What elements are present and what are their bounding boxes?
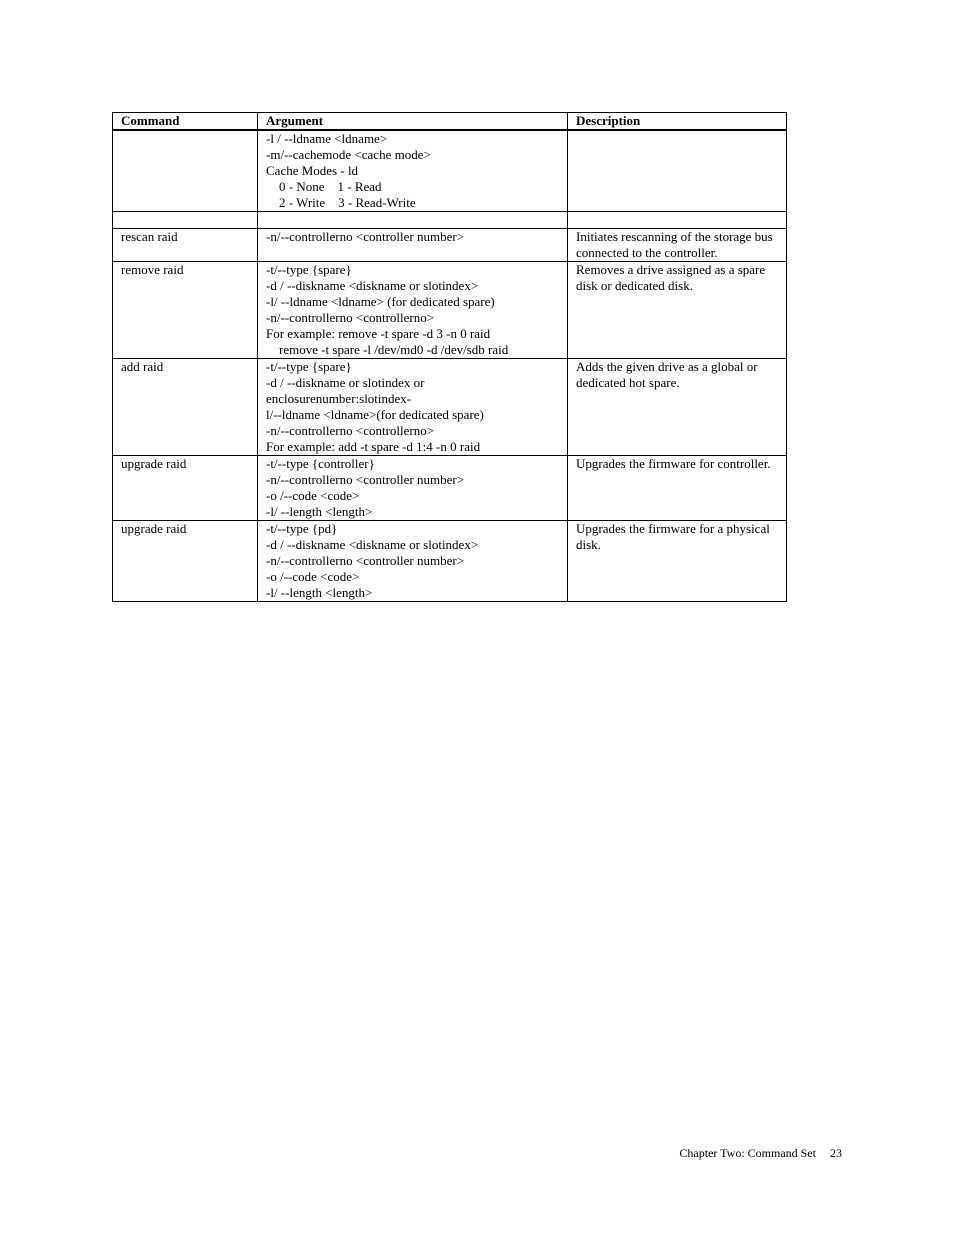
argument-line: -t/--type {spare}: [266, 262, 352, 277]
table-row: [113, 521, 787, 602]
description-cell: [568, 212, 787, 229]
page-footer: [679, 1145, 842, 1161]
argument-cell: [258, 456, 568, 521]
argument-line: -t/--type {pd}: [266, 521, 338, 536]
description-cell: Initiates rescanning of the storage bus connected to the controller.: [568, 229, 787, 262]
argument-line: -l/ --ldname <ldname> (for dedicated spare): [266, 294, 495, 309]
argument-line: Cache Modes - ld: [266, 163, 359, 178]
table-row: [113, 212, 787, 229]
argument-line: enclosurenumber:slotindex-: [266, 391, 412, 406]
argument-line: -t/--type {spare}: [266, 359, 352, 374]
argument-cell: [258, 262, 568, 359]
command-cell: [113, 212, 258, 229]
command-cell: remove raid: [113, 262, 258, 359]
description-cell: Removes a drive assigned as a spare disk or dedicated disk.: [568, 262, 787, 359]
argument-line: -l/ --length <length>: [266, 585, 373, 600]
argument-line: remove -t spare -l /dev/md0 -d /dev/sdb raid: [266, 342, 509, 357]
table-row: [113, 359, 787, 456]
argument-line: -n/--controllerno <controller number>: [266, 553, 465, 568]
command-cell: rescan raid: [113, 229, 258, 262]
description-cell: Adds the given drive as a global or dedicated hot spare.: [568, 359, 787, 456]
argument-line: 0 - None 1 - Read: [266, 179, 382, 194]
argument-line: -t/--type {controller}: [266, 456, 375, 471]
argument-line: -l / --ldname <ldname>: [266, 131, 388, 146]
argument-line: -l/ --length <length>: [266, 504, 373, 519]
footer-chapter-title: Chapter Two: Command Set: [679, 1146, 816, 1160]
argument-cell: [258, 130, 568, 212]
argument-line: -n/--controllerno <controllerno>: [266, 423, 435, 438]
argument-line: -o /--code <code>: [266, 569, 360, 584]
argument-cell: [258, 229, 568, 262]
argument-cell: [258, 521, 568, 602]
command-cell: add raid: [113, 359, 258, 456]
description-cell: Upgrades the firmware for controller.: [568, 456, 787, 521]
argument-line: For example: add -t spare -d 1:4 -n 0 raid: [266, 439, 481, 454]
argument-line: -n/--controllerno <controller number>: [266, 229, 465, 244]
argument-cell: [258, 212, 568, 229]
description-cell: [568, 130, 787, 212]
argument-line: -d / --diskname <diskname or slotindex>: [266, 278, 479, 293]
argument-line: -d / --diskname <diskname or slotindex>: [266, 537, 479, 552]
command-cell: upgrade raid: [113, 456, 258, 521]
argument-line: -d / --diskname or slotindex or: [266, 375, 425, 390]
table-row: [113, 130, 787, 212]
command-cell: [113, 130, 258, 212]
argument-line: -n/--controllerno <controller number>: [266, 472, 465, 487]
table-row: [113, 229, 787, 262]
table-row: [113, 456, 787, 521]
argument-line: 2 - Write 3 - Read-Write: [266, 195, 416, 210]
header-description: Description: [568, 113, 787, 131]
header-argument: Argument: [258, 113, 568, 131]
footer-page-number: 23: [830, 1146, 842, 1160]
argument-line: -o /--code <code>: [266, 488, 360, 503]
argument-cell: [258, 359, 568, 456]
header-command: Command: [113, 113, 258, 131]
table-row: [113, 262, 787, 359]
description-cell: Upgrades the firmware for a physical disk.: [568, 521, 787, 602]
command-cell: upgrade raid: [113, 521, 258, 602]
argument-line: -m/--cachemode <cache mode>: [266, 147, 431, 162]
argument-line: -n/--controllerno <controllerno>: [266, 310, 435, 325]
table-header-row: [113, 113, 787, 131]
argument-line: l/--ldname <ldname>(for dedicated spare): [266, 407, 484, 422]
argument-line: For example: remove -t spare -d 3 -n 0 raid: [266, 326, 491, 341]
command-table: [112, 112, 787, 602]
